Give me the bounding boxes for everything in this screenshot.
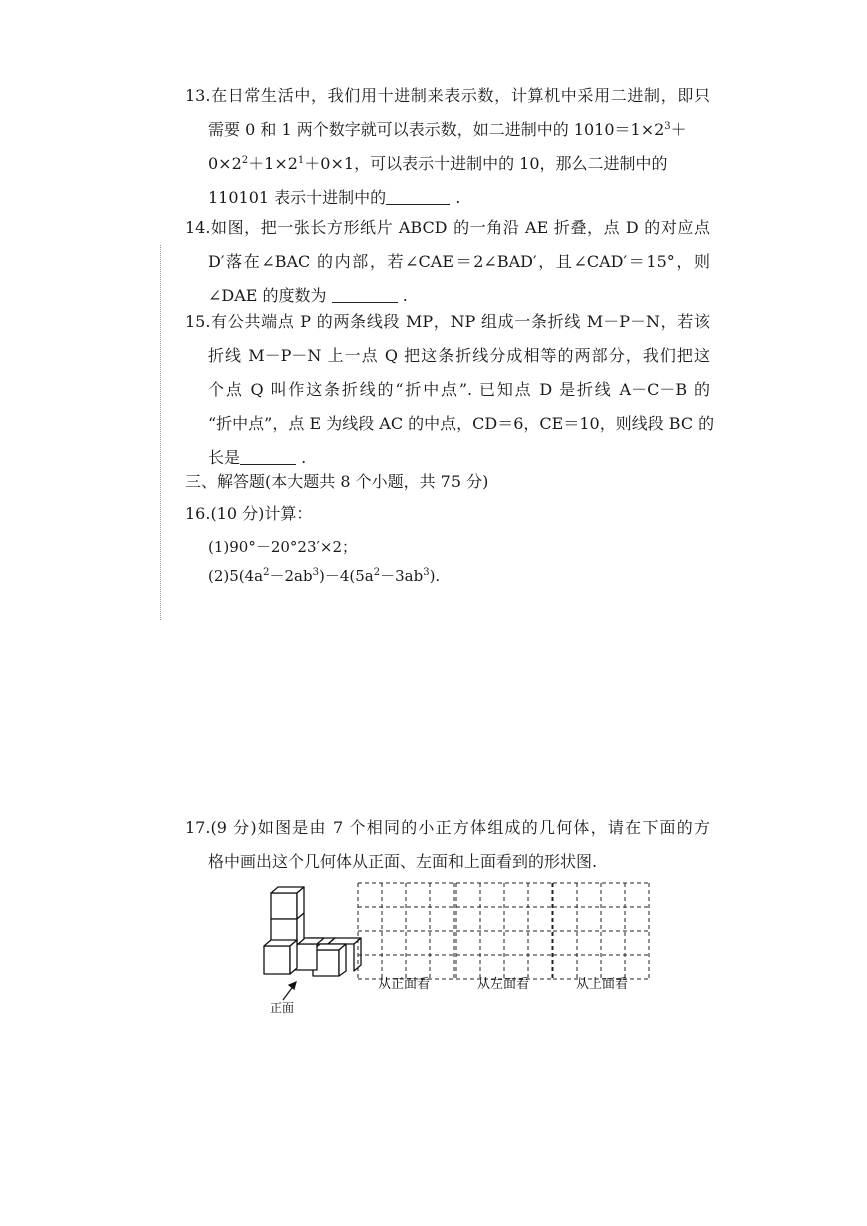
- q16-exponent: 3: [423, 567, 430, 578]
- cube-front-face: [271, 893, 297, 919]
- q15-period: .: [301, 448, 307, 467]
- q14-line-2: D′落在∠BAC 的内部，若∠CAE＝2∠BAD′，且∠CAD′＝15°，则: [208, 252, 710, 271]
- q13-line-2-text: 需要 0 和 1 两个数字就可以表示数，如二进制中的 1010＝1×2: [208, 120, 665, 139]
- cube-side-face: [339, 944, 346, 976]
- q13-line-3b: ＋1×2: [248, 154, 298, 173]
- section-3-heading: 三、解答题(本大题共 8 个小题，共 75 分): [185, 472, 489, 491]
- q14-line-1: 14.如图，把一张长方形纸片 ABCD 的一角沿 AE 折叠，点 D 的对应点: [185, 218, 710, 237]
- q17-line-2: 格中画出这个几何体从正面、左面和上面看到的形状图.: [208, 852, 598, 871]
- q16-exponent: 3: [312, 567, 319, 578]
- arrow-head: [289, 982, 296, 989]
- q13-exponent: 3: [664, 121, 671, 132]
- grid-top-view[interactable]: [553, 883, 649, 979]
- cube-side-face: [297, 913, 304, 945]
- q16-p2-e: ).: [429, 567, 441, 585]
- q15-line-5-text: 长是: [208, 448, 241, 467]
- q16-exponent: 2: [263, 567, 270, 578]
- q15-line-1: 15.有公共端点 P 的两条线段 MP，NP 组成一条折线 M－P－N，若该: [185, 312, 710, 331]
- front-direction-arrow: [283, 982, 296, 1000]
- q13-line-3a: 0×2: [208, 154, 242, 173]
- q15-line-2: 折线 M－P－N 上一点 Q 把这条折线分成相等的两部分，我们把这: [208, 346, 710, 365]
- q15-line-4: “折中点”，点 E 为线段 AC 的中点，CD＝6，CE＝10，则线段 BC 的: [208, 414, 715, 433]
- q16-p2-d: －3ab: [380, 567, 424, 585]
- grid-left-view[interactable]: [456, 883, 552, 979]
- front-label: 正面: [270, 1001, 295, 1015]
- grid-label-front: 从正面看: [377, 977, 431, 992]
- q16-exponent: 2: [373, 567, 381, 578]
- q13-line-1: 13.在日常生活中，我们用十进制来表示数，计算机中采用二进制，即只: [185, 86, 710, 105]
- q13-exponent: 1: [297, 155, 305, 166]
- q16-title: 16.(10 分)计算：: [185, 504, 313, 523]
- q16-p2-b: －2ab: [269, 567, 313, 585]
- q13-line-4-text: 110101 表示十进制中的: [208, 188, 387, 207]
- q13-plus: ＋: [670, 120, 687, 139]
- q15-line-3: 个点 Q 叫作这条折线的“折中点”. 已知点 D 是折线 A－C－B 的: [208, 380, 710, 399]
- q13-period: .: [455, 188, 461, 207]
- grid-front-view[interactable]: [358, 883, 454, 979]
- q14-line-3-text: ∠DAE 的度数为: [208, 286, 327, 305]
- q13-exponent: 2: [241, 155, 249, 166]
- q14-period: .: [402, 286, 408, 305]
- q16-part-1: (1)90°－20°23′×2；: [208, 538, 358, 556]
- answer-grids: [358, 883, 649, 979]
- q16-p2-c: )－4(5a: [318, 567, 374, 585]
- cube-front-face: [264, 946, 290, 974]
- q13-line-3c: ＋0×1，可以表示十进制中的 10，那么二进制中的: [304, 154, 668, 173]
- q17-line-1: 17.(9 分)如图是由 7 个相同的小正方体组成的几何体，请在下面的方: [185, 818, 710, 837]
- q16-p2-a: (2)5(4a: [208, 567, 264, 585]
- cube-side-face: [290, 940, 297, 974]
- cube-solid-figure: [264, 887, 361, 976]
- grid-label-left: 从左面看: [476, 977, 530, 992]
- grid-label-top: 从上面看: [575, 977, 629, 992]
